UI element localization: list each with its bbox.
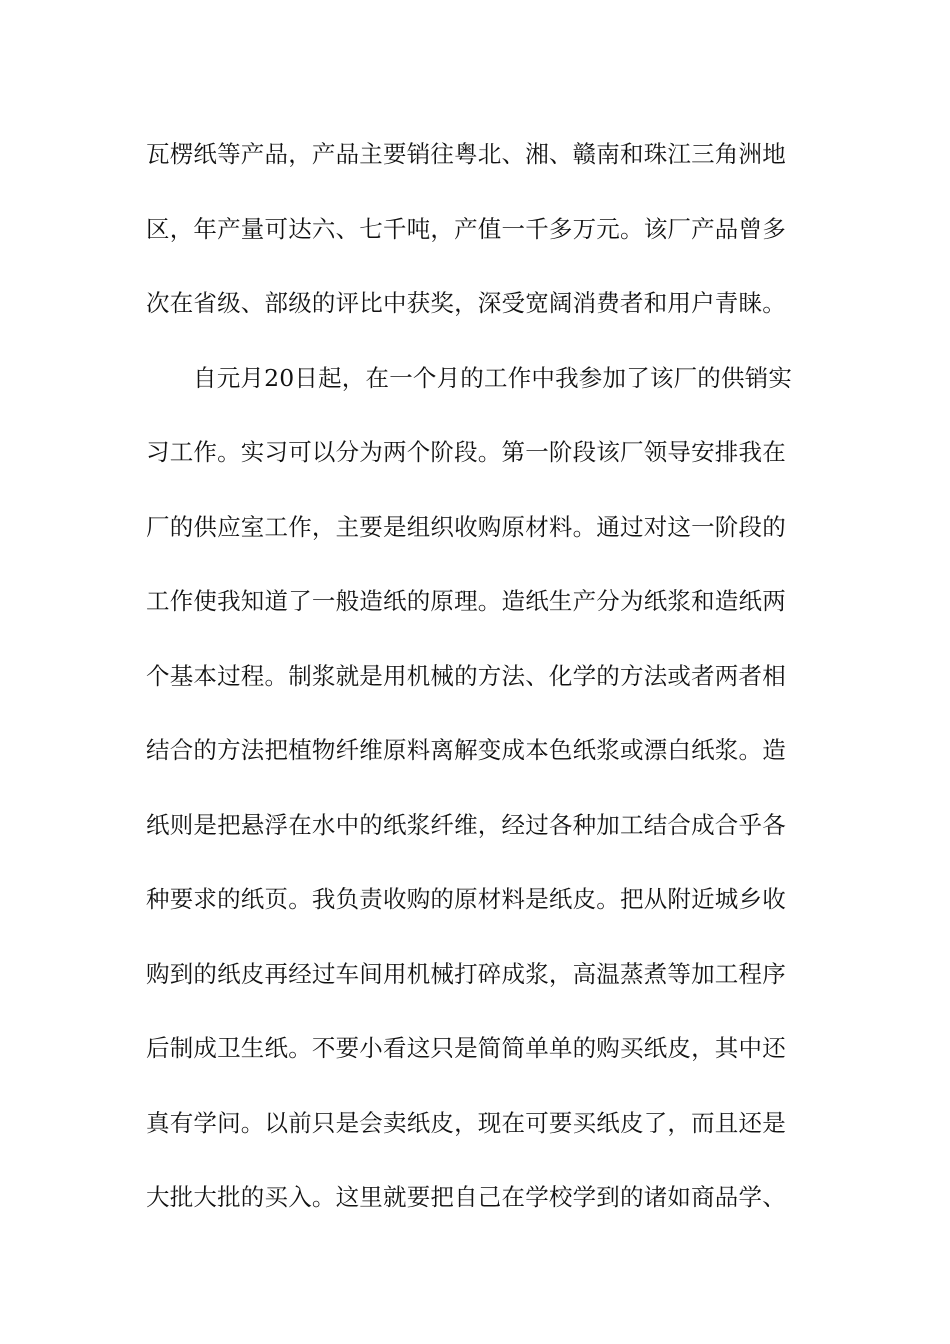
- text-line: 区，年产量可达六、七千吨，产值一千多万元。该厂产品曾多: [146, 214, 786, 243]
- text-line: 结合的方法把植物纤维原料离解变成本色纸浆或漂白纸浆。造: [146, 736, 786, 764]
- text-line: 习工作。实习可以分为两个阶段。第一阶段该厂领导安排我在: [146, 438, 786, 466]
- paragraph-first-line: 自元月20日起，在一个月的工作中我参加了该厂的供销实: [193, 363, 793, 392]
- text-line: 纸则是把悬浮在水中的纸浆纤维，经过各种加工结合成合乎各: [146, 810, 786, 839]
- text-line: 厂的供应室工作，主要是组织收购原材料。通过对这一阶段的: [146, 512, 786, 541]
- text-line: 大批大批的买入。这里就要把自己在学校学到的诸如商品学、: [146, 1183, 786, 1211]
- text-line: 后制成卫生纸。不要小看这只是简简单单的购买纸皮，其中还: [146, 1034, 786, 1062]
- body-text: [146, 130, 806, 1248]
- text-line: 购到的纸皮再经过车间用机械打碎成浆，高温蒸煮等加工程序: [146, 959, 786, 988]
- text-line: 工作使我知道了一般造纸的原理。造纸生产分为纸浆和造纸两: [146, 587, 786, 615]
- text-line: 个基本过程。制浆就是用机械的方法、化学的方法或者两者相: [146, 661, 786, 690]
- text-line: 瓦楞纸等产品，产品主要销往粤北、湘、赣南和珠江三角洲地: [146, 140, 786, 168]
- text-line: 真有学问。以前只是会卖纸皮，现在可要买纸皮了，而且还是: [146, 1108, 786, 1137]
- text-line: 次在省级、部级的评比中获奖，深受宽阔消费者和用户青睐。: [146, 289, 786, 317]
- text-line: 种要求的纸页。我负责收购的原材料是纸皮。把从附近城乡收: [146, 885, 786, 913]
